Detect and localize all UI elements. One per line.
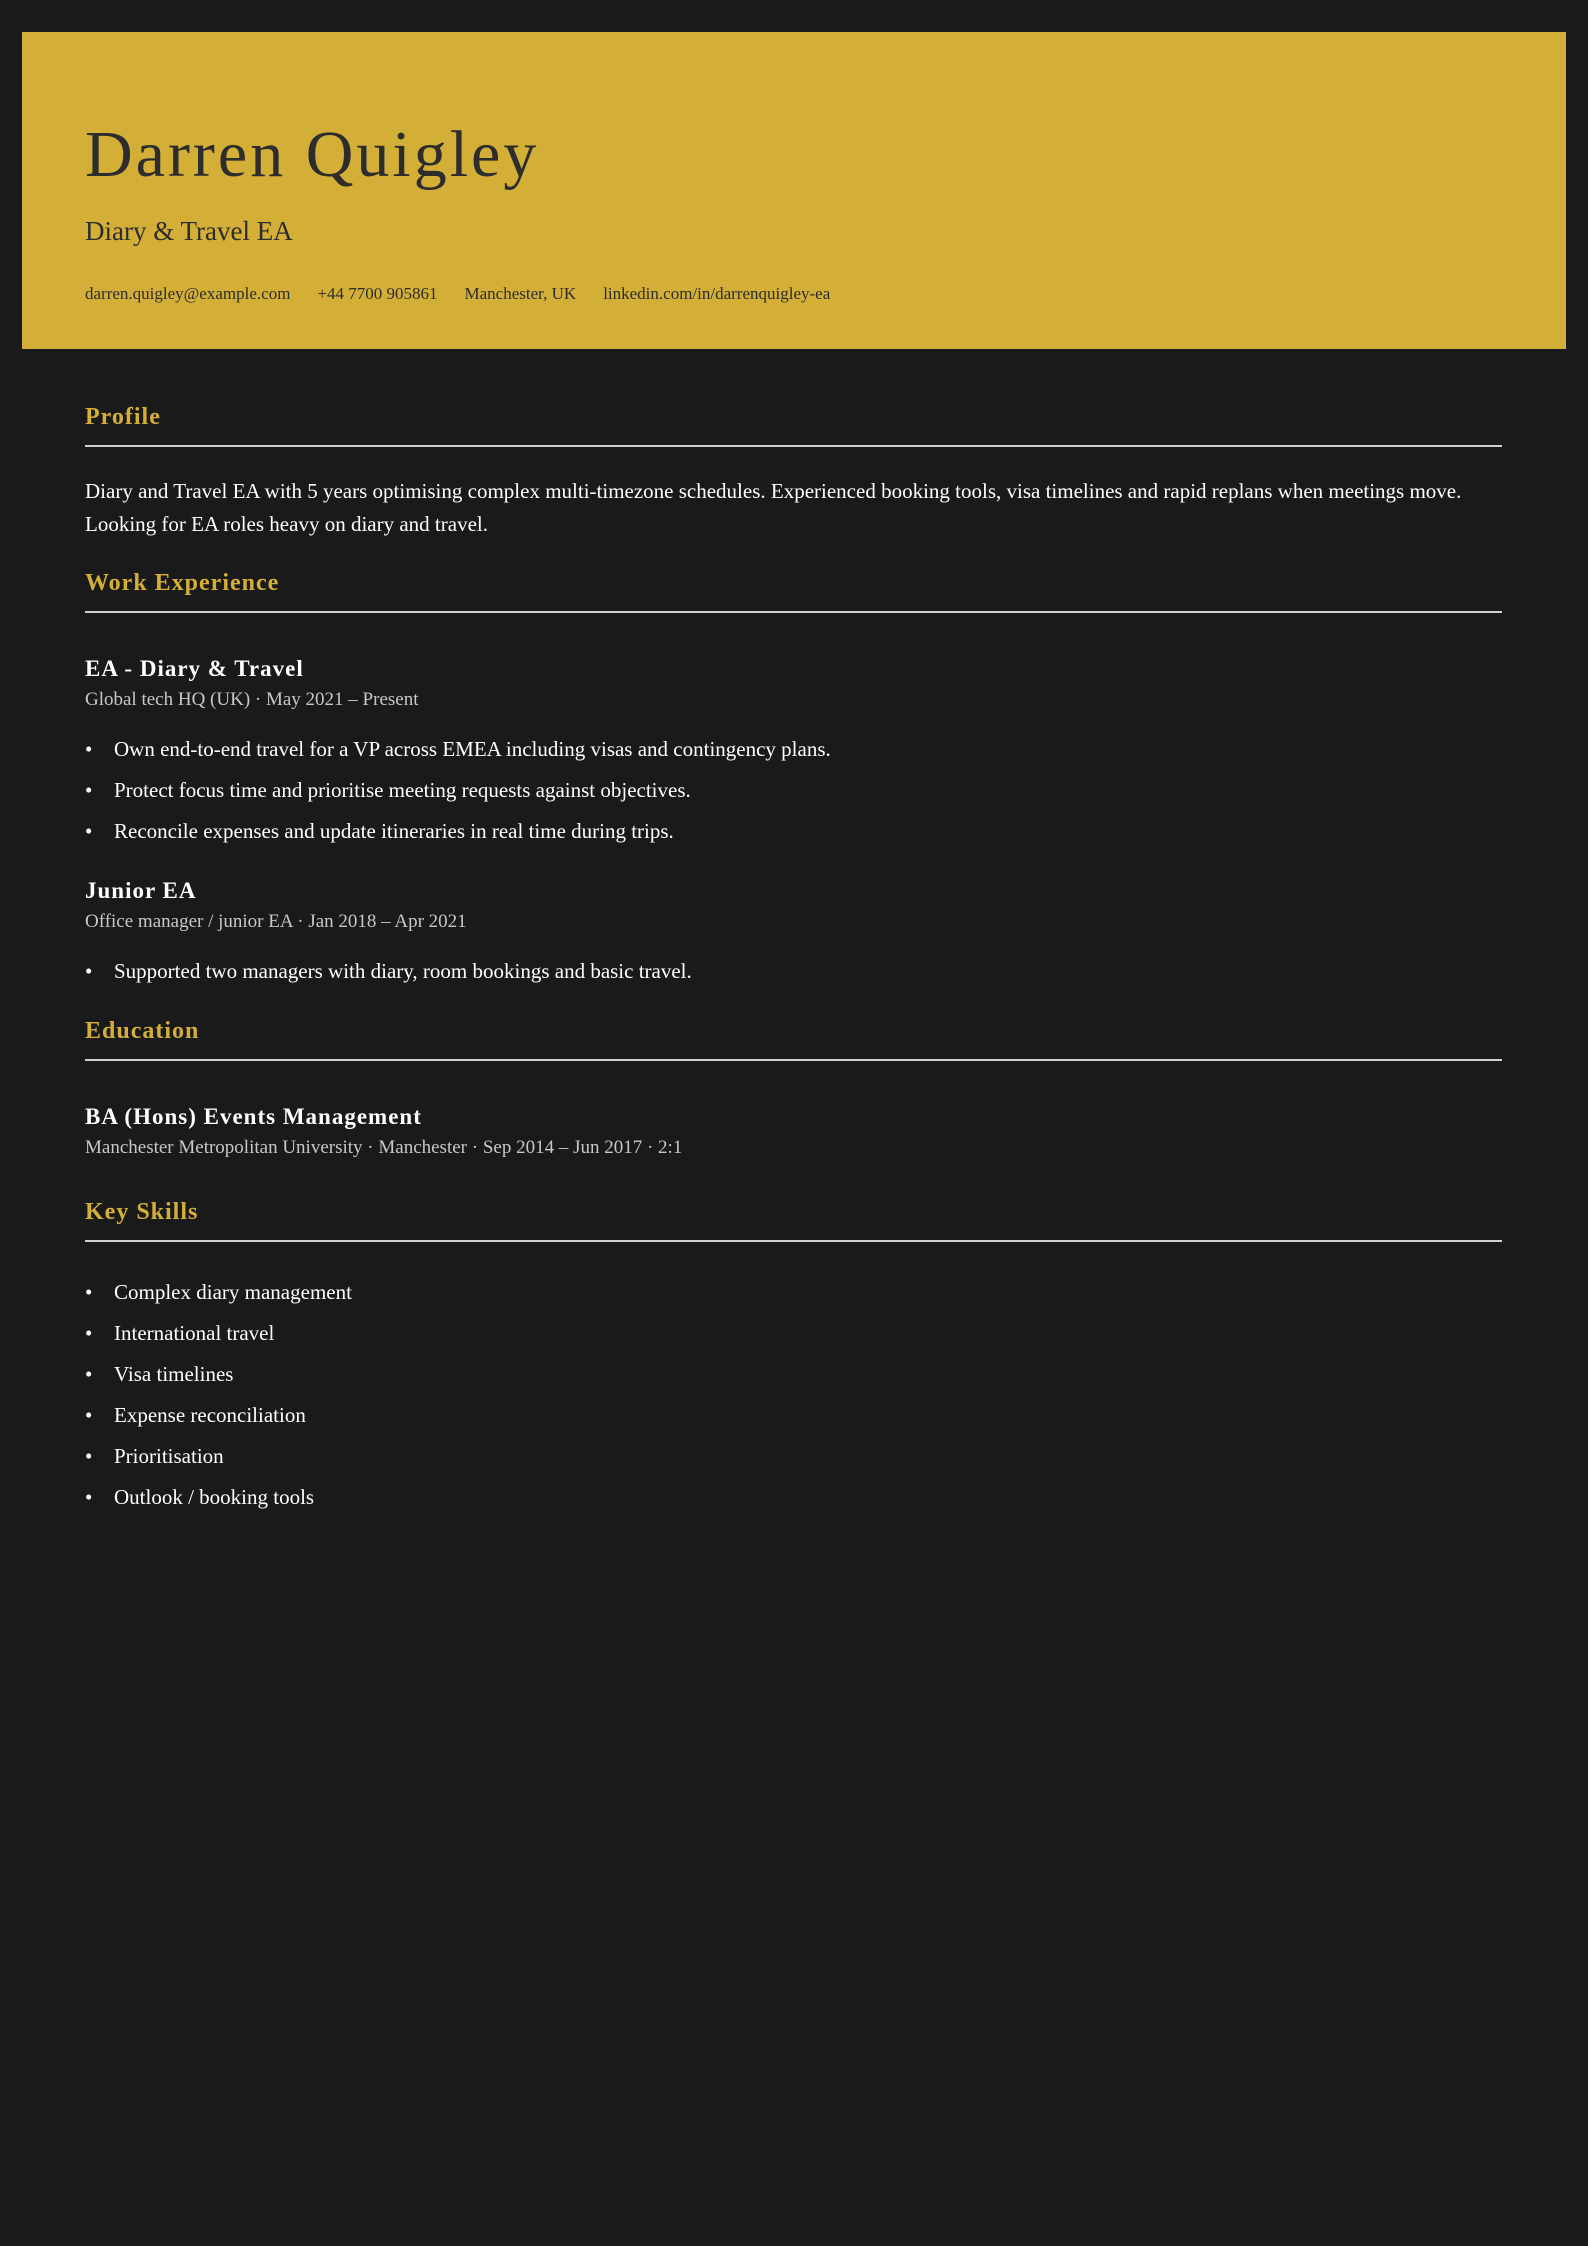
job-meta: Global tech HQ (UK) · May 2021 – Present: [85, 689, 419, 710]
job-entry: [85, 657, 1502, 842]
profile-text: Diary and Travel EA with 5 years optimising complex multi-timezone schedules. Experienced booking tools, visa timelines and rapid replans when meetings move. Looking for EA roles heavy on diary and travel.: [85, 479, 1462, 536]
skills-section: [85, 1200, 1502, 1508]
section-heading-experience: Work Experience: [85, 571, 1502, 613]
resume-header: [22, 32, 1566, 349]
contact-location: Manchester, UK: [464, 284, 577, 303]
bullet-icon: •: [85, 1280, 93, 1304]
contact-email[interactable]: darren.quigley@example.com: [85, 284, 291, 303]
bullet-icon: •: [85, 959, 93, 983]
list-item: • Own end-to-end travel for a VP across EMEA including visas and contingency plans.: [85, 737, 831, 761]
skill-item: • Visa timelines: [85, 1362, 234, 1386]
section-heading-skills: Key Skills: [85, 1200, 1502, 1242]
contact-linkedin[interactable]: linkedin.com/in/darrenquigley-ea: [603, 284, 831, 303]
skills-list: [85, 1282, 1502, 1508]
education-meta: Manchester Metropolitan University · Manchester · Sep 2014 – Jun 2017 · 2:1: [85, 1137, 683, 1158]
skill-item: • Complex diary management: [85, 1280, 352, 1304]
job-bullets: [85, 739, 1502, 842]
contact-line: [85, 285, 830, 302]
resume-body: [85, 405, 1502, 1508]
experience-section: [85, 571, 1502, 982]
bullet-icon: •: [85, 1362, 93, 1386]
skill-item: • Prioritisation: [85, 1444, 224, 1468]
job-entry: [85, 879, 1502, 982]
job-meta: Office manager / junior EA · Jan 2018 – Apr 2021: [85, 911, 467, 932]
job-title-headline: Diary & Travel EA: [85, 216, 293, 246]
list-item: • Supported two managers with diary, room bookings and basic travel.: [85, 959, 692, 983]
bullet-icon: •: [85, 737, 93, 761]
bullet-icon: •: [85, 1444, 93, 1468]
candidate-name: Darren Quigley: [85, 118, 540, 191]
skill-item: • International travel: [85, 1321, 275, 1345]
section-heading-education: Education: [85, 1019, 1502, 1061]
bullet-icon: •: [85, 1403, 93, 1427]
profile-section: [85, 405, 1502, 541]
education-entry: [85, 1105, 1502, 1157]
job-title: Junior EA: [85, 878, 197, 903]
job-title: EA - Diary & Travel: [85, 656, 304, 681]
bullet-icon: •: [85, 819, 93, 843]
bullet-icon: •: [85, 1485, 93, 1509]
list-item: • Reconcile expenses and update itineraries in real time during trips.: [85, 819, 674, 843]
degree-title: BA (Hons) Events Management: [85, 1104, 422, 1129]
bullet-icon: •: [85, 1321, 93, 1345]
list-item: • Protect focus time and prioritise meeting requests against objectives.: [85, 778, 691, 802]
section-heading-profile: Profile: [85, 405, 1502, 447]
skill-item: • Expense reconciliation: [85, 1403, 306, 1427]
skill-item: • Outlook / booking tools: [85, 1485, 315, 1509]
contact-phone[interactable]: +44 7700 905861: [317, 284, 438, 303]
bullet-icon: •: [85, 778, 93, 802]
job-bullets: [85, 961, 1502, 982]
education-section: [85, 1019, 1502, 1157]
